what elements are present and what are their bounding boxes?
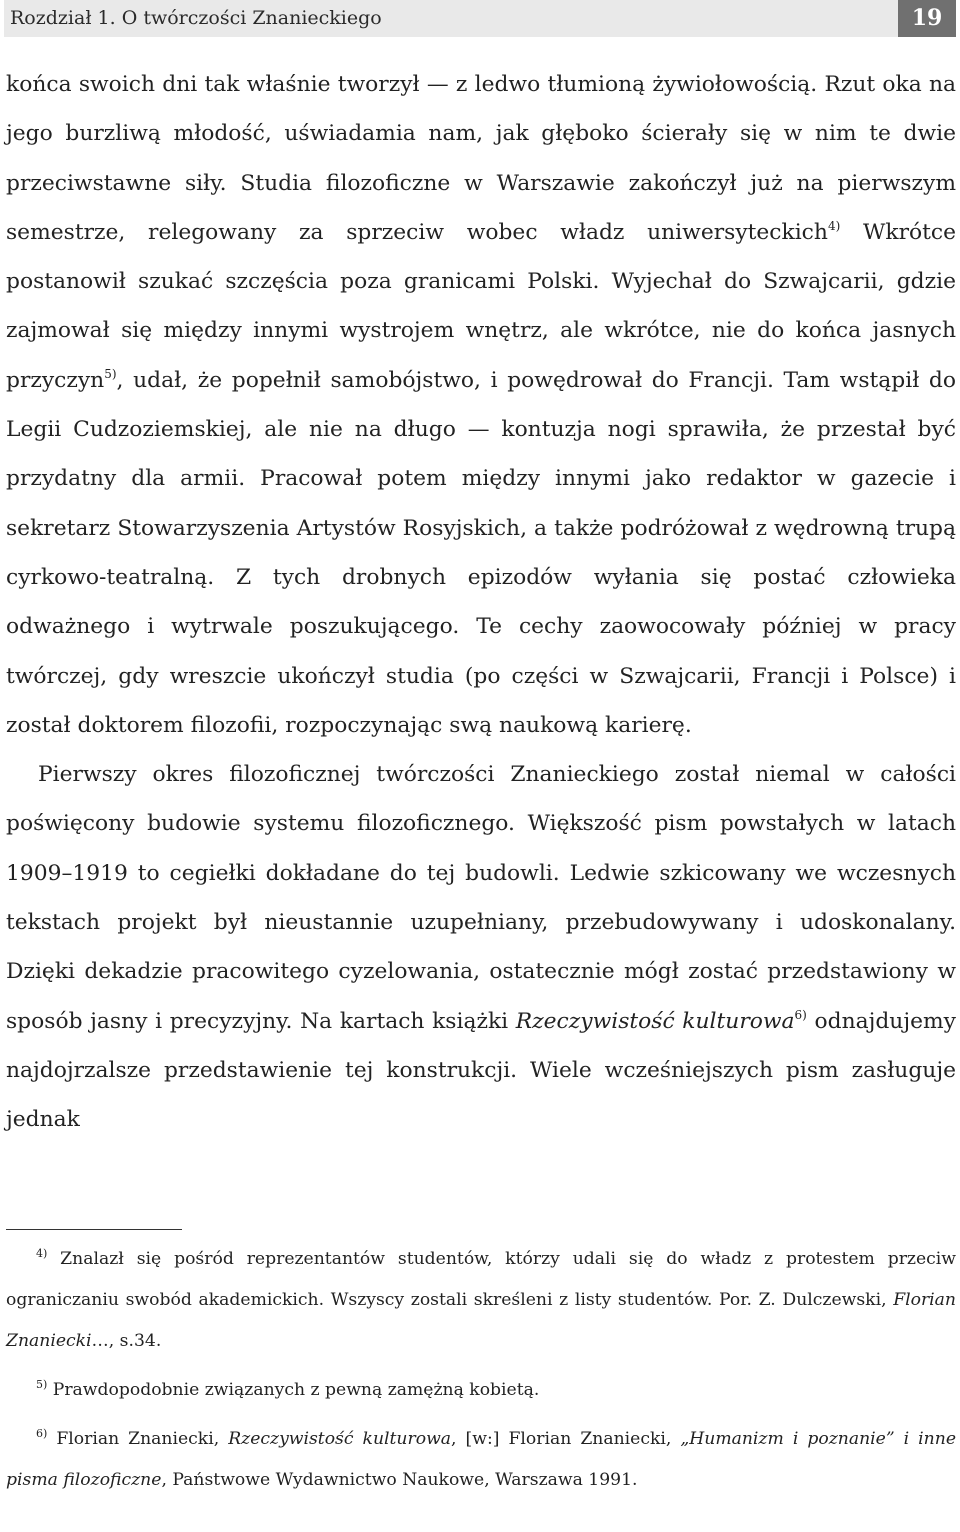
paragraph-1: [6, 60, 956, 750]
book-title: Rzeczywistość kulturowa: [515, 1008, 795, 1034]
footnote-6-mark: 6): [36, 1427, 48, 1440]
footnote-4: [6, 1239, 956, 1362]
footnote-4-text: Znalazł się pośród reprezentantów studentów, którzy udali się do władz z protestem przeciw ograniczaniu swobód akademickich. Wszyscy zostali skreśleni z listy studentów. Por. Z. Dulczewski,: [6, 1249, 956, 1310]
footnote-6-text: Florian Znaniecki,: [47, 1429, 229, 1449]
footnote-5: [6, 1370, 956, 1411]
paragraph-1-part-a: końca swoich dni tak właśnie tworzył — z ledwo tłumioną żywiołowością. Rzut oka na jego burzliwą młodość, uświadamia nam, jak głęboko ścierały się w nim te dwie przeciwstawne siły. Studia filozoficzne w Warszawie zakończył już na pierwszym semestrze, relegowany za sprzeciw wobec władz uniwersyteckich: [6, 72, 956, 245]
footnotes: [6, 1239, 956, 1501]
footnote-4-mark: 4): [36, 1247, 48, 1260]
footnote-4-title: Florian Znaniecki: [6, 1290, 956, 1351]
footnote-divider: [6, 1229, 182, 1230]
page-number: 19: [898, 0, 956, 37]
footnote-ref-4[interactable]: 4): [827, 218, 841, 233]
paragraph-2-part-b: odnajdujemy najdojrzalsze przedstawienie tej konstrukcji. Wiele wcześniejszych pism zasługuje jednak: [6, 1008, 956, 1133]
footnote-6-mid: , [w:] Florian Znaniecki,: [451, 1429, 681, 1449]
running-header: [4, 0, 956, 37]
paragraph-2: [6, 750, 956, 1144]
footnote-5-mark: 5): [36, 1378, 48, 1391]
footnote-6: [6, 1419, 956, 1501]
chapter-title: Rozdział 1. O twórczości Znanieckiego: [10, 7, 382, 29]
footnote-4-end: …, s.34.: [91, 1331, 162, 1351]
footnote-5-text: Prawdopodobnie związanych z pewną zamężną kobietą.: [47, 1380, 540, 1400]
footnote-6-title-1: Rzeczywistość kulturowa: [228, 1429, 452, 1449]
paragraph-1-part-b: Wkrótce postanowił szukać szczęścia poza granicami Polski. Wyjechał do Szwajcarii, gdzie zajmował się między innymi wystrojem wnętrz, ale wkrótce, nie do końca jasnych przyczyn: [6, 219, 956, 393]
footnote-ref-5[interactable]: 5): [104, 366, 117, 381]
paragraph-2-part-a: Pierwszy okres filozoficznej twórczości Znanieckiego został niemal w całości poświęcony budowie systemu filozoficznego. Większość pism powstałych w latach 1909–1919 to cegiełki dokładane do tej budowli. Ledwie szkicowany we wczesnych tekstach projekt był nieustannie uzupełniany, przebudowywany i udoskonalany. Dzięki dekadzie pracowitego cyzelowania, ostatecznie mógł zostać przedstawiony w sposób jasny i precyzyjny. Na kartach książki: [6, 762, 956, 1034]
footnote-6-title-2: „Humanizm i poznanie” i inne pisma filozoficzne: [6, 1429, 956, 1490]
main-text: [6, 60, 956, 1145]
footnote-ref-6[interactable]: 6): [794, 1007, 807, 1022]
paragraph-1-part-c: , udał, że popełnił samobójstwo, i powędrował do Francji. Tam wstąpił do Legii Cudzoziemskiej, ale nie na długo — kontuzja nogi sprawiła, że przestał być przydatny dla armii. Pracował potem między innymi jako redaktor w gazecie i sekretarz Stowarzyszenia Artystów Rosyjskich, a także podróżował z wędrowną trupą cyrkowo-teatralną. Z tych drobnych epizodów wyłania się postać człowieka odważnego i wytrwale poszukującego. Te cechy zaowocowały później w pracy twórczej, gdy wreszcie ukończył studia (po części w Szwajcarii, Francji i Polsce) i został doktorem filozofii, rozpoczynając swą naukową karierę.: [6, 367, 956, 738]
footnote-6-end: , Państwowe Wydawnictwo Naukowe, Warszawa 1991.: [161, 1470, 638, 1490]
